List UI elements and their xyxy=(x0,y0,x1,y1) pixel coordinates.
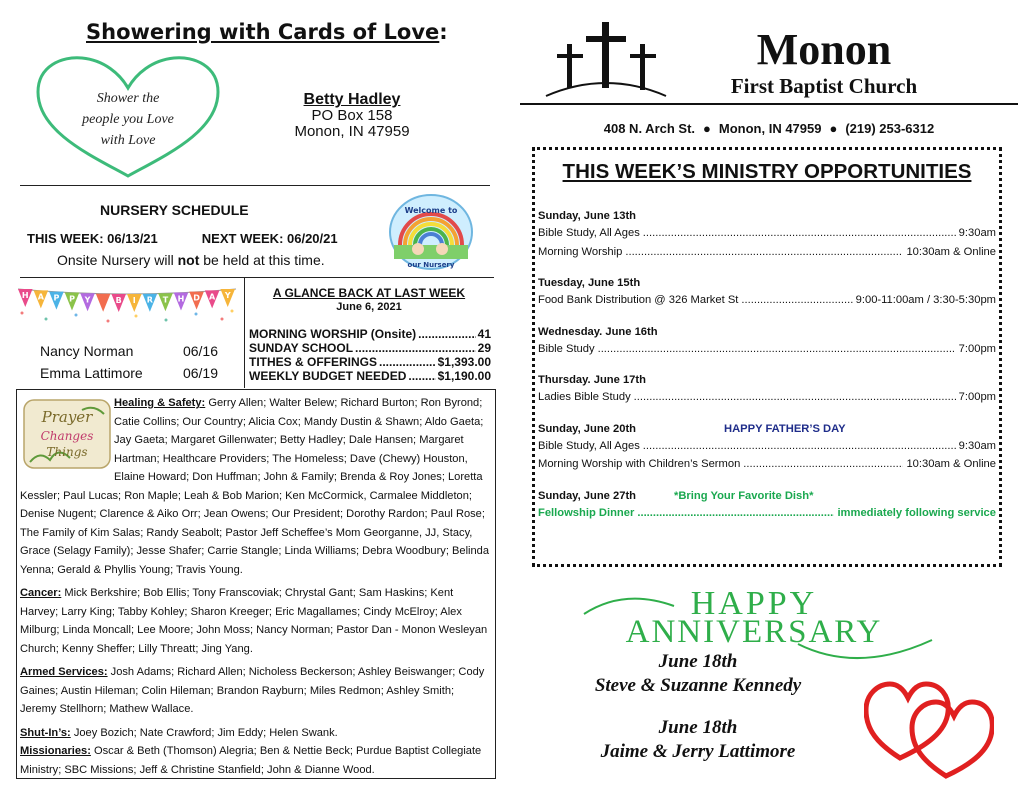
event-time: 7:00pm xyxy=(958,342,996,355)
heart-text-line: with Love xyxy=(100,133,156,148)
list-item xyxy=(40,362,218,384)
ministry-event xyxy=(538,340,996,359)
bunting-letter: R xyxy=(146,295,153,305)
stat-value: $1,393.00 xyxy=(437,355,491,369)
birthday-date: 06/19 xyxy=(182,365,218,381)
birthday-name: Emma Lattimore xyxy=(40,365,143,381)
header-rule xyxy=(520,103,1018,105)
stat-value: 41 xyxy=(477,327,491,341)
prayer-section xyxy=(20,724,490,743)
showering-title-colon: : xyxy=(439,20,448,44)
event-name: Food Bank Distribution @ 326 Market St xyxy=(538,294,739,306)
birthday-name: Nancy Norman xyxy=(40,343,134,359)
prayer-names: Mick Berkshire; Bob Ellis; Tony Franscoviak; Chrystal Gant; Sam Haskins; Kent Harvey; Larry King; Tabby Kohley; Sharon Kreeger; Eric Magallames; Cindy McElroy; Alex Milburg; Linda Moncall; Lee Moore; John Moss; Nancy Norman; Pastor Dan - Monon Wesleyan Church; Kenny Sheffer; Lilly Threatt; Jing Yang. xyxy=(20,587,488,655)
stat-row xyxy=(249,355,491,369)
event-name: Bible Study, All Ages xyxy=(538,439,640,452)
showering-title-text: Showering with Cards of Love xyxy=(86,20,440,44)
anniversary-date: June 18th xyxy=(658,651,738,672)
ministry-event xyxy=(538,291,996,310)
bunting-letter: B xyxy=(115,295,122,305)
prayer-category: Shut-In’s: xyxy=(20,726,71,739)
stat-row xyxy=(249,369,491,383)
bullet-icon: ● xyxy=(829,121,838,136)
prayer-category: Healing & Safety: xyxy=(114,397,206,409)
nursery-weeks xyxy=(27,231,338,246)
prayer-names: Joey Bozich; Nate Crawford; Jim Eddy; Helen Swank. xyxy=(70,726,338,739)
event-time: immediately following service xyxy=(837,506,996,519)
bunting-letter: Y xyxy=(84,295,91,305)
ministry-event xyxy=(538,224,996,243)
bunting-letter: Y xyxy=(224,291,231,300)
ministry-event xyxy=(538,243,996,262)
bunting-letter: H xyxy=(21,291,29,300)
ministry-day-heading xyxy=(538,372,996,388)
recipient-name: Betty Hadley xyxy=(303,91,401,108)
nursery-note-text: Onsite Nursery will xyxy=(57,252,178,268)
three-crosses-icon xyxy=(540,18,672,100)
ministry-day-note: *Bring Your Favorite Dish* xyxy=(674,489,814,502)
church-subtitle: First Baptist Church xyxy=(730,74,918,98)
ministry-title: THIS WEEK’S MINISTRY OPPORTUNITIES xyxy=(562,160,972,183)
birthday-banner xyxy=(16,283,238,325)
ministry-day xyxy=(538,208,996,261)
prayer-category: Missionaries: xyxy=(20,745,91,757)
glance-stats xyxy=(249,327,491,383)
ministry-event xyxy=(538,388,996,407)
anniversary-couple: Steve & Suzanne Kennedy xyxy=(594,675,802,696)
ministry-schedule xyxy=(538,208,996,536)
stat-label: MORNING WORSHIP (Onsite) xyxy=(249,327,417,341)
bunting-letter: T xyxy=(162,295,169,305)
bunting-letter: D xyxy=(193,293,200,303)
anniversary-couple: Jaime & Jerry Lattimore xyxy=(600,741,796,762)
ministry-day xyxy=(538,372,996,407)
event-time: 9:00-11:00am / 3:30-5:30pm xyxy=(855,294,996,306)
anniversary-list xyxy=(548,650,848,764)
ministry-event xyxy=(538,437,996,456)
ministry-day-heading xyxy=(538,208,996,224)
prayer-changes-things-logo xyxy=(22,396,112,472)
stat-row xyxy=(249,341,491,355)
stat-row xyxy=(249,327,491,341)
ministry-day xyxy=(538,324,996,359)
ministry-day xyxy=(538,421,996,474)
birthday-list xyxy=(40,340,218,384)
event-name: Ladies Bible Study xyxy=(538,391,631,403)
nursery-next-week: NEXT WEEK: 06/20/21 xyxy=(201,231,338,246)
stat-label: TITHES & OFFERINGS xyxy=(249,355,378,369)
stat-label: SUNDAY SCHOOL xyxy=(249,341,354,355)
heart-text xyxy=(62,88,194,151)
nursery-note xyxy=(57,252,325,268)
ministry-day-label: Tuesday, June 15th xyxy=(538,277,641,289)
nursery-note-text: be held at this time. xyxy=(199,252,325,268)
prayer-names: Oscar & Beth (Thomson) Alegria; Ben & Nettie Beck; Purdue Baptist Collegiate Ministry; SBC Missions; Jeff & Christine Stanfield; John & Dianne Wood. xyxy=(20,745,482,776)
event-name: Morning Worship xyxy=(538,245,623,258)
prayer-names: Josh Adams; Richard Allen; Nicholess Beckerson; Ashley Beiswanger; Cody Gaines; Austin Hileman; Colin Hileman; Brandon Rayburn; Miles Redmon; Ashley Smith; Jeremy Stellhorn; Mathew Wallace. xyxy=(20,666,485,715)
ministry-day-heading xyxy=(538,488,996,504)
church-name: Monon xyxy=(756,25,892,74)
list-item xyxy=(548,650,848,698)
prayer-names: Gerry Allen; Walter Belew; Richard Burton; Ron Byrond; Catie Collins; Our Country; Alicia Cox; Mandy Dustin & Shawn; Aldo Gaeta; Jay Gaeta; Margaret Gillenwater; Betty Hadley; Dale Hansen; Margaret Hartman; Healthcare Providers; The Homeless; Dave (Chewy) Houston, Elaine Howard; Don Huffman; John & Family; Brenda & Roy Jones; Loretta Kessler; Paul Lucas; Ron Maple; Leah & Bob Marion; Ken McCormick, Carmalee Middleton; Denise Nugent; Clarence & Aiko Orr; Jean Owens; Our President; Dorothy Rardon; Paul Rose; The Family of Kim Salas; Randy Seabolt; Pastor Jeff Scheffee’s Mom Georganne, JJ, Stacy, Grace (Selagy Family); Jesse Shafer; Carrie Stangle; Linda Williams; Debra Woodbury; Belinda Yenna; Gerald & Phyllis Young; Travis Young. xyxy=(20,397,490,576)
heart-text-line: people you Love xyxy=(82,112,174,127)
card-recipient-address xyxy=(282,92,422,140)
stat-label: WEEKLY BUDGET NEEDED xyxy=(249,369,407,383)
list-item xyxy=(548,716,848,764)
glance-title: A GLANCE BACK AT LAST WEEK xyxy=(272,286,466,300)
bunting-letter: H xyxy=(177,294,185,304)
logo-word: Prayer xyxy=(41,408,93,426)
event-time: 10:30am & Online xyxy=(906,458,996,470)
recipient-po-box: PO Box 158 xyxy=(311,107,393,124)
prayer-section xyxy=(20,663,490,719)
ministry-event xyxy=(538,455,996,474)
ministry-day-heading xyxy=(538,421,996,437)
bunting-flag xyxy=(96,294,111,312)
bunting-letter: I xyxy=(132,295,136,305)
prayer-category: Armed Services: xyxy=(20,666,108,678)
prayer-section xyxy=(20,584,490,658)
event-name: Morning Worship with Children’s Sermon xyxy=(538,458,741,470)
nursery-badge-icon xyxy=(388,193,474,271)
bunting-letter: P xyxy=(53,293,60,303)
section-divider xyxy=(20,277,494,278)
church-city: Monon, IN 47959 xyxy=(718,121,822,136)
recipient-city: Monon, IN 47959 xyxy=(294,123,410,140)
prayer-section xyxy=(20,742,490,779)
birthday-date: 06/16 xyxy=(182,343,218,359)
logo-word: Changes xyxy=(40,429,94,443)
event-time: 7:00pm xyxy=(958,391,996,403)
showering-title xyxy=(86,20,448,44)
ministry-event xyxy=(538,504,996,523)
two-hearts-icon xyxy=(864,674,994,780)
bunting-letter: A xyxy=(209,292,216,302)
event-time: 9:30am xyxy=(958,439,996,452)
heart-text-line: Shower the xyxy=(96,91,160,106)
anniversary-line1: HAPPY xyxy=(690,585,818,622)
column-divider xyxy=(244,278,245,388)
nursery-note-emphasis: not xyxy=(177,252,200,268)
ministry-day-label: Thursday. June 17th xyxy=(538,374,646,386)
stat-value: 29 xyxy=(477,341,491,355)
nursery-title: NURSERY SCHEDULE xyxy=(100,202,249,218)
event-name: Fellowship Dinner xyxy=(538,506,635,519)
prayer-category: Cancer: xyxy=(20,587,62,599)
church-phone: (219) 253-6312 xyxy=(845,121,935,136)
event-time: 9:30am xyxy=(958,227,996,239)
stat-value: $1,190.00 xyxy=(437,369,491,383)
ministry-day xyxy=(538,488,996,523)
event-name: Bible Study, All Ages xyxy=(538,227,640,239)
ministry-day-label: Sunday, June 20th xyxy=(538,422,637,435)
bunting-letter: P xyxy=(69,294,75,304)
ministry-day-label: Sunday, June 13th xyxy=(538,210,637,222)
confetti-icon xyxy=(21,310,234,323)
event-name: Bible Study xyxy=(538,342,595,355)
ministry-day-label: Wednesday. June 16th xyxy=(538,325,658,338)
anniversary-line2: ANNIVERSARY xyxy=(625,614,883,650)
anniversary-date: June 18th xyxy=(658,717,738,738)
logo-word: Things xyxy=(46,445,88,459)
ministry-day-note: HAPPY FATHER’S DAY xyxy=(724,422,846,435)
church-contact xyxy=(520,121,1018,136)
ministry-day-heading xyxy=(538,275,996,291)
section-divider xyxy=(20,185,490,186)
nursery-badge-top-text: Welcome to xyxy=(404,206,458,215)
list-item xyxy=(40,340,218,362)
church-address: 408 N. Arch St. xyxy=(603,121,696,136)
bunting-flags xyxy=(18,289,235,312)
ministry-day xyxy=(538,275,996,310)
nursery-this-week: THIS WEEK: 06/13/21 xyxy=(27,231,158,246)
bunting-letter: A xyxy=(37,292,44,302)
nursery-badge-bottom-text: our Nursery xyxy=(407,261,455,269)
ministry-day-heading xyxy=(538,324,996,340)
event-time: 10:30am & Online xyxy=(906,245,996,258)
bullet-icon: ● xyxy=(703,121,711,136)
glance-date: June 6, 2021 xyxy=(336,301,402,313)
ministry-day-label: Sunday, June 27th xyxy=(538,489,637,502)
